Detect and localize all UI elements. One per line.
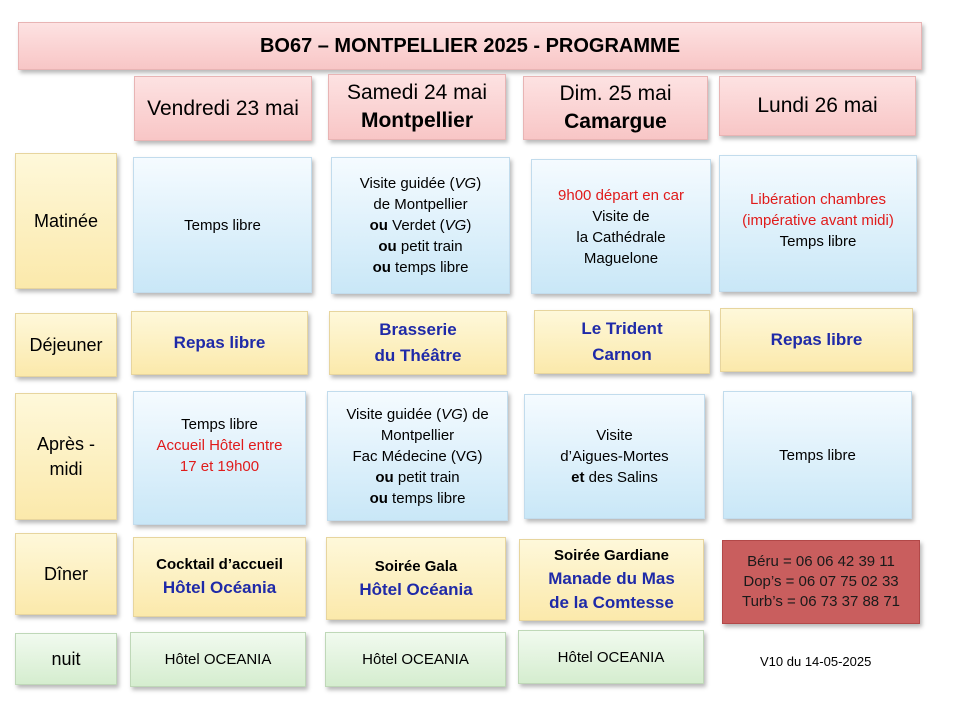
- version-label: V10 du 14-05-2025: [760, 654, 872, 669]
- row-label: Après -: [36, 433, 96, 454]
- day-name: Vendredi 23 mai: [147, 96, 299, 120]
- cell-line: Accueil Hôtel entre: [156, 437, 283, 454]
- cell-line: Carnon: [592, 345, 652, 364]
- cell-line: Le Trident: [581, 319, 663, 338]
- cell-line: Montpellier: [380, 426, 455, 444]
- cell-line: Soirée Gardiane: [553, 547, 670, 564]
- cell-text: Temps libre: [184, 216, 261, 234]
- cell-apres-midi-friday: [133, 391, 306, 525]
- cell-dejeuner-monday: [720, 308, 913, 372]
- cell-line: Brasserie: [379, 320, 457, 339]
- row-header-dejeuner: [15, 313, 117, 377]
- cell-line: de Montpellier: [373, 196, 468, 213]
- cell-line: de la Comtesse: [549, 593, 674, 612]
- cell-text: Repas libre: [770, 330, 863, 349]
- day-subtitle: Camargue: [564, 110, 667, 133]
- contact-line: Turb’s = 06 73 37 88 71: [741, 593, 901, 610]
- cell-dejeuner-friday: [131, 311, 308, 375]
- cell-line: Visite guidée (VG): [359, 175, 482, 192]
- page-title: [18, 22, 922, 70]
- cell-line: Fac Médecine (VG): [352, 447, 483, 465]
- row-header-matinee: [15, 153, 117, 289]
- cell-line: (impérative avant midi): [742, 212, 894, 229]
- row-header-apres-midi: [15, 393, 117, 520]
- day-header-monday: [719, 76, 916, 136]
- cell-line: ou Verdet (VG): [369, 217, 472, 234]
- cell-line: d’Aigues-Mortes: [560, 448, 669, 465]
- cell-apres-midi-monday: [723, 391, 912, 519]
- row-header-diner: [15, 533, 117, 615]
- cell-line: du Théâtre: [374, 346, 462, 365]
- cell-diner-saturday: [326, 537, 506, 620]
- cell-line: ou temps libre: [369, 489, 466, 507]
- cell-line: Soirée Gala: [374, 557, 458, 575]
- row-header-nuit: [15, 633, 117, 685]
- cell-matinee-saturday: [331, 157, 510, 294]
- cell-text: Repas libre: [173, 333, 266, 352]
- row-label: Dîner: [43, 563, 88, 584]
- cell-line: 17 et 19h00: [179, 458, 260, 475]
- cell-nuit-sunday: [518, 630, 704, 684]
- cell-line: Temps libre: [181, 416, 258, 433]
- cell-line: ou petit train: [378, 238, 463, 255]
- cell-line: Hôtel Océania: [162, 578, 277, 597]
- cell-dejeuner-saturday: [329, 311, 507, 375]
- cell-text: Hôtel OCEANIA: [362, 651, 469, 668]
- day-subtitle: Montpellier: [360, 109, 473, 132]
- cell-line: Libération chambres: [750, 191, 886, 208]
- cell-line: Visite: [596, 427, 633, 444]
- row-label: nuit: [51, 648, 81, 669]
- cell-line: Visite guidée (VG) de: [346, 405, 489, 423]
- cell-diner-friday: [133, 537, 306, 617]
- row-label: Matinée: [33, 210, 99, 231]
- day-name: Lundi 26 mai: [757, 94, 878, 117]
- cell-diner-sunday: [519, 539, 704, 621]
- day-name: Samedi 24 mai: [346, 81, 488, 104]
- cell-matinee-monday: [719, 155, 917, 292]
- day-header-friday: [134, 76, 312, 141]
- contact-line: Dop’s = 06 07 75 02 33: [743, 573, 899, 590]
- cell-line: Cocktail d’accueil: [156, 556, 283, 573]
- cell-nuit-friday: [130, 632, 306, 687]
- day-name: Dim. 25 mai: [559, 82, 672, 105]
- cell-apres-midi-sunday: [524, 394, 705, 519]
- cell-line: et des Salins: [571, 469, 658, 486]
- row-label: midi: [49, 458, 83, 479]
- cell-text: Hôtel OCEANIA: [164, 651, 272, 668]
- cell-line: Manade du Mas: [548, 569, 675, 588]
- cell-nuit-saturday: [325, 632, 506, 687]
- cell-line: Temps libre: [779, 233, 857, 250]
- cell-line: ou temps libre: [372, 259, 469, 276]
- cell-dejeuner-sunday: [534, 310, 710, 374]
- row-label: Déjeuner: [29, 334, 103, 355]
- day-header-saturday: [328, 74, 506, 140]
- cell-line: la Cathédrale: [576, 228, 666, 246]
- cell-matinee-sunday: [531, 159, 711, 294]
- day-header-sunday: [523, 76, 708, 140]
- cell-apres-midi-saturday: [327, 391, 508, 521]
- cell-matinee-friday: [133, 157, 312, 293]
- cell-line: Maguelone: [583, 249, 659, 267]
- title-text: BO67 – MONTPELLIER 2025 - PROGRAMME: [259, 34, 681, 57]
- cell-line: Hôtel Océania: [359, 579, 473, 599]
- cell-line: Visite de: [592, 207, 650, 225]
- cell-text: Temps libre: [779, 446, 856, 464]
- cell-line: ou petit train: [375, 468, 460, 486]
- contacts-box: [722, 540, 920, 624]
- contact-line: Béru = 06 06 42 39 11: [747, 553, 895, 570]
- cell-text: Hôtel OCEANIA: [557, 648, 665, 666]
- cell-line: 9h00 départ en car: [558, 186, 684, 204]
